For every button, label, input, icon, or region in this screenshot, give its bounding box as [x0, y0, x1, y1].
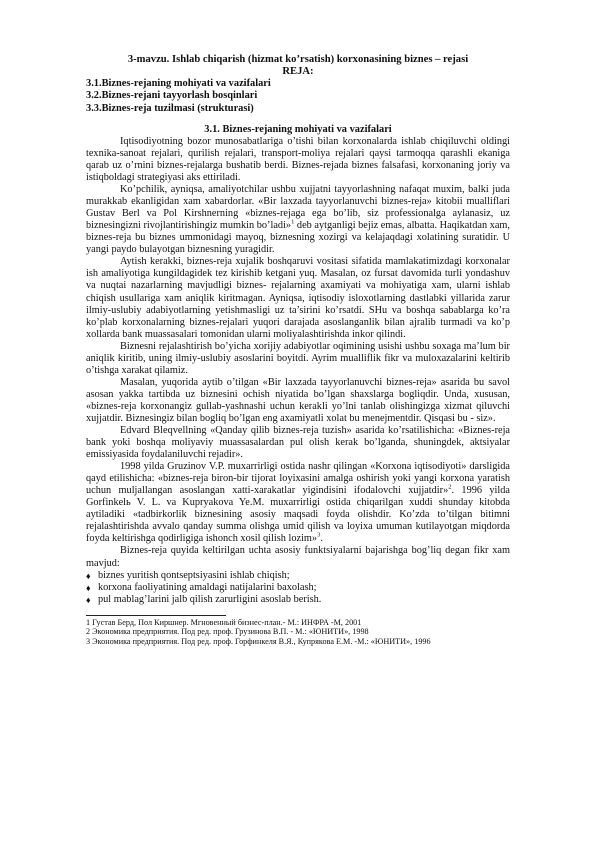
paragraph	[86, 184, 510, 256]
paragraph: Biznesni rejalashtirish bo’yicha xorijiy adabiyotlar oqimining usishi ushbu soxaga ma’lum bir aniqlik kiritib, uning ilmiy-uslubiy asoslarini boyitdi. Ayrim mualliflik fikr va muloxazalarini keltirib o’tishga xarakat qilamiz.	[86, 340, 510, 376]
page-content	[86, 54, 510, 647]
list-item-text: korxona faoliyatining amaldagi natijalarini baxolash;	[98, 581, 317, 593]
paragraph	[86, 461, 510, 545]
section-heading: 3.1. Biznes-rejaning mohiyati va vazifalari	[204, 123, 392, 135]
footnote: 2 Экономика предприятия. Под ред. проф. Грузинова В.П. - М.: «ЮНИТИ», 1998	[86, 627, 369, 637]
footnote-ref: 1	[291, 218, 295, 226]
footnote-ref: 2	[448, 483, 452, 491]
list-item	[86, 582, 510, 594]
bullet-list	[86, 570, 510, 606]
paragraph-text: deb aytganligi bejiz emas, albatta. Haqikatdan xam, biznes-reja bu biznes ummonidagi mayoq, biznesning xozirgi va kelajaqdagi xolatining suratidir. U yangi paydo bulayotgan biznesning yuragidir.	[86, 220, 510, 256]
footnote-ref: 3	[317, 532, 321, 540]
list-item	[86, 570, 510, 582]
diamond-bullet-icon: ♦	[86, 582, 91, 593]
list-item-text: biznes yuritish qontseptsiyasini ishlab chiqish;	[98, 569, 290, 581]
plan-label: REJA:	[282, 66, 314, 77]
footnote: 3 Экономика предприятия. Под ред. проф. Горфинкеля В.Я., Купрякова Е.М. -М.: «ЮНИТИ», 1996	[86, 636, 431, 646]
diamond-bullet-icon: ♦	[86, 570, 91, 581]
paragraph-text: . 1996 yilda Gorfinkelь V. L. va Kupryakova Ye.M. muxarrirligi ostida chiqarilgan xuddi shunday kitobda aytiladiki «tadbirkorlik biznesining asosiy maqsadi foyda olishdir. Ko’zda to’tilgan bitimni rejalashtirishda avvalo qanday summa olishga umid qilish va loyixa umuman kutilayotgan miqdorda foyda keltirishga qodirligiga ishonch xosil qilish lozim»	[86, 485, 510, 545]
paragraph: Iqtisodiyotning bozor munosabatlariga o’tishi bilan korxonalarda ishlab chiqiluvchi oldingi texnika-sanoat rejalari, qurilish rejalari, transport-moliya rejalari qaysi tarmoqqa qarashli ekaniga qarab uz o’rnini biznes-rejalarga bushatib berdi. Biznes-rejada biznes falsafasi, korxonaning joriy va istiqboldagi strategiyasi aks ettiriladi.	[86, 135, 510, 184]
toc-item: 3.2.Biznes-rejani tayyorlash bosqinlari	[86, 90, 258, 102]
diamond-bullet-icon: ♦	[86, 594, 91, 605]
document-title: 3-mavzu. Ishlab chiqarish (hizmat ko’rsatish) korxonasining biznes – rejasi	[127, 54, 469, 65]
list-item-text: pul mablag’larini jalb qilish zarurligini asoslab berish.	[98, 593, 322, 605]
paragraph: Aytish kerakki, biznes-reja xujalik boshqaruvi vositasi sifatida mamlakatimizdagi korxonalar ish amaliyotiga kungildagidek tez kirishib ketgani yuq. Masalan, oz fursat davomida turli yondashuv va nuqtai nazarlarning mavjudligi biznes- rejalarning axamiyati va mohiyatiga xam, ularni ishlab chiqish usullariga xam aniqlik kiritmagan. Ayniqsa, iqtisodiy isloxotlarning dastlabki yillarida zarur ilmiy-uslubiy adabiyotlarning yetishmasligi uz ta’sirini ko’rsatdi. SHu va boshqa sabablarga ko’ra ko’plab korxonalarning biznes-rejalari yuqori darajada asoslanganlik bilan ajralib turmadi va ko’p xollarda bank muassasalari tomonidan ularni moliyalashtirishda inkor qilindi.	[86, 256, 510, 340]
paragraph: Biznes-reja quyida keltirilgan uchta asosiy funktsiyalarni bajarishga bog’liq degan fikr xam mavjud:	[86, 545, 510, 569]
paragraph: Masalan, yuqorida aytib o’tilgan «Bir laxzada tayyorlanuvchi biznes-reja» asarida bu savol asosan yakka tartibda uz biznesini ochish niyatida bo’lgan shaxslarga bogliqdir. Unda, xususan, «biznes-reja korxonangiz gullab-yashnashi uchun kerakli yo’lni tanlab olishingizga xizmat qiluvchi xujjatdir. Biznesingiz bilan bogliq bo’lgan eng axamiyatli xolat bu menejmentdir. Qisqasi bu - siz».	[86, 376, 510, 424]
paragraph-text: .	[320, 533, 323, 545]
footnote: 1 Густав Берд, Пол Киршнер. Мгновенный бизнес-план.- М.: ИНФРА -М, 2001	[86, 617, 362, 627]
footnote-divider	[86, 615, 226, 616]
toc-item: 3.1.Biznes-rejaning mohiyati va vazifalari	[86, 78, 271, 89]
list-item	[86, 594, 510, 606]
paragraph-text: Ko’pchilik, ayniqsa, amaliyotchilar ushbu xujjatni tayyorlashning nafaqat muxim, balki juda murakkab ekanligidan xam xabardorlar. «Bir laxzada tayyorlanuvchi biznes-reja» kitobii mualliflari Gustav Berl va Pol Kirshnerning «biznes-rejaga ega bo’lib, siz professionalga aylanasiz, uz biznesingizni rivojlantirishingiz mumkin bo’ladi»	[86, 184, 510, 232]
toc-item: 3.3.Biznes-reja tuzilmasi (strukturasi)	[86, 102, 254, 114]
paragraph-text: 1998 yilda Gruzinov V.P. muxarrirligi ostida nashr qilingan «Korxona iqtisodiyoti» darsligida qayd etilishicha: «biznes-reja biron-bir tijorat loyixasini amalga oshirish yoki yangi korxona yaratish uchun muljallangan asoslangan xatti-xarakatlar yigindisini ifodalovchi xujjatdir»	[86, 461, 510, 497]
paragraph: Edvard Bleqvellning «Qanday qilib biznes-reja tuzish» asarida ko’rsatilishicha: «Biznes-reja bank yoki boshqa moliyaviy muassasalardan pul olish kerak bo’lganda, shuningdek, aktsiyalar emissiyasida foydalaniluvchi rejadir».	[86, 425, 510, 461]
table-of-contents	[86, 78, 510, 115]
